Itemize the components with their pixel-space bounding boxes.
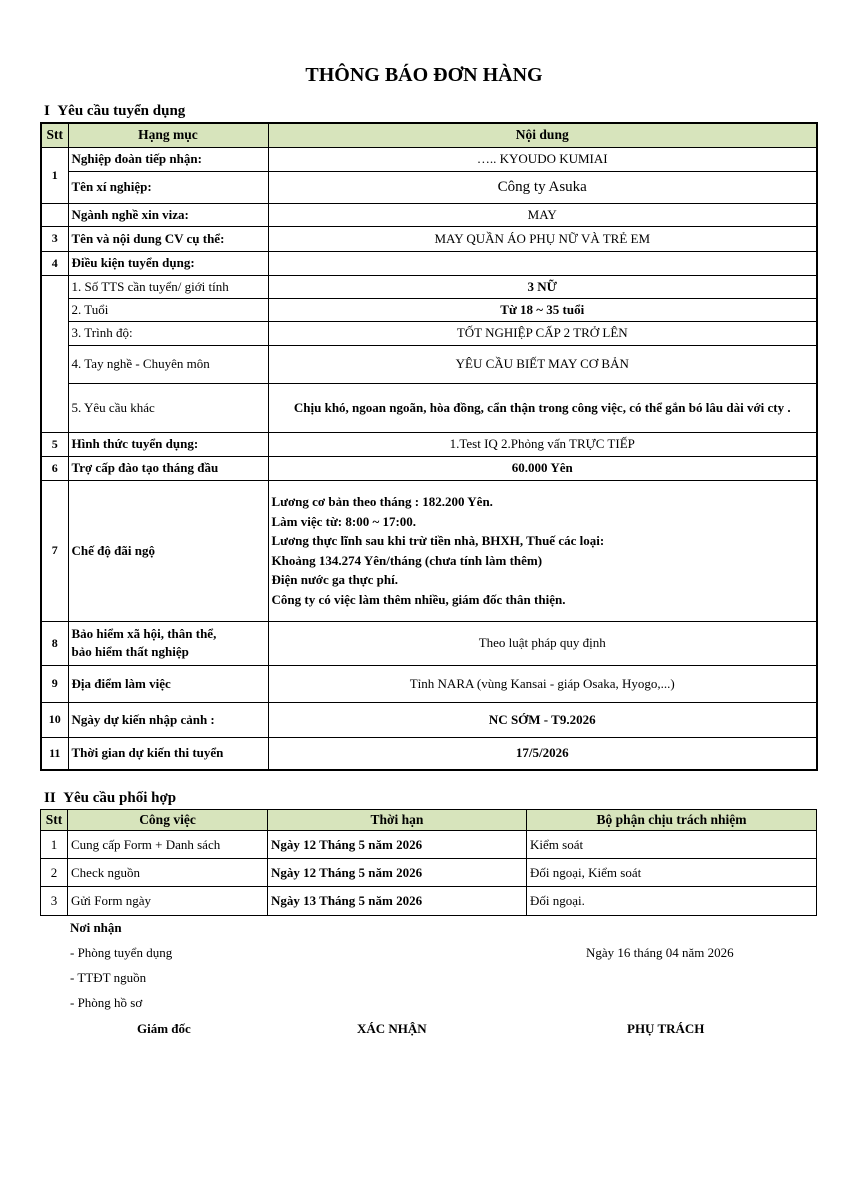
row-value: 3 NỮ <box>268 275 817 298</box>
row-label: Chế độ đãi ngộ <box>68 480 268 621</box>
signature-in-charge: PHỤ TRÁCH <box>627 1021 705 1036</box>
row-stt: 7 <box>41 480 68 621</box>
table-row <box>41 831 817 859</box>
table-row <box>41 298 817 321</box>
table-row <box>41 702 817 737</box>
row-label: 3. Trình độ: <box>68 321 268 345</box>
benefit-line: Điện nước ga thực phí. <box>271 572 398 587</box>
recipient-item: - Phòng tuyển dụng <box>70 945 173 960</box>
row-label-line: bảo hiểm thất nghiệp <box>71 644 189 659</box>
row-value <box>268 251 817 275</box>
row-stt: 1 <box>41 147 68 203</box>
table-row <box>41 383 817 432</box>
row-label: Trợ cấp đào tạo tháng đầu <box>68 456 268 480</box>
signature-director: Giám đốc <box>137 1021 191 1036</box>
row-label: Tên và nội dung CV cụ thể: <box>68 226 268 251</box>
table-row <box>41 621 817 665</box>
row-dept: Kiểm soát <box>527 831 817 859</box>
header-dept: Bộ phận chịu trách nhiệm <box>527 810 817 831</box>
row-value: YÊU CẦU BIẾT MAY CƠ BẢN <box>268 345 817 383</box>
row-label: Ngành nghề xin viza: <box>68 203 268 226</box>
row-stt: 6 <box>41 456 68 480</box>
section-2-heading <box>44 790 176 807</box>
row-stt: 4 <box>41 251 68 275</box>
row-value: ….. KYOUDO KUMIAI <box>268 147 817 171</box>
recipient-item: - TTĐT nguồn <box>70 970 147 985</box>
table-header-row <box>41 810 817 831</box>
header-item: Hạng mục <box>68 123 268 147</box>
row-dept: Đối ngoại. <box>527 887 817 916</box>
row-stt: 10 <box>41 702 68 737</box>
header-content: Nội dung <box>268 123 817 147</box>
row-label: Điều kiện tuyển dụng: <box>68 251 268 275</box>
row-value: Công ty Asuka <box>268 171 817 203</box>
row-label: Tên xí nghiệp: <box>68 171 268 203</box>
row-stt: 8 <box>41 621 68 665</box>
row-value: TỐT NGHIỆP CẤP 2 TRỞ LÊN <box>268 321 817 345</box>
row-value: Tỉnh NARA (vùng Kansai - giáp Osaka, Hyogo,...) <box>268 665 817 702</box>
section-2-roman: II <box>44 790 56 806</box>
benefit-line: Công ty có việc làm thêm nhiều, giám đốc thân thiện. <box>271 591 566 607</box>
row-label: 5. Yêu cầu khác <box>68 383 268 432</box>
row-value: NC SỚM - T9.2026 <box>268 702 817 737</box>
table-header-row <box>41 123 817 147</box>
recruitment-table <box>40 122 818 771</box>
row-label: Ngày dự kiến nhập cảnh : <box>68 702 268 737</box>
table-row <box>41 480 817 621</box>
table-row <box>41 456 817 480</box>
header-deadline: Thời hạn <box>268 810 527 831</box>
table-row <box>41 665 817 702</box>
row-stt: 3 <box>41 226 68 251</box>
row-value: Chịu khó, ngoan ngoãn, hòa đồng, cẩn thận trong công việc, có thể gắn bó lâu dài với cty . <box>268 383 817 432</box>
row-stt: 5 <box>41 432 68 456</box>
row-stt: 1 <box>41 831 68 859</box>
row-label: Địa điểm làm việc <box>68 665 268 702</box>
table-row <box>41 275 817 298</box>
table-row <box>41 226 817 251</box>
row-label <box>68 621 268 665</box>
benefits-cell <box>268 480 817 621</box>
benefit-line: Làm việc từ: 8:00 ~ 17:00. <box>271 513 417 529</box>
header-stt: Stt <box>41 810 68 831</box>
document-date: Ngày 16 tháng 04 năm 2026 <box>586 945 734 960</box>
row-task: Gửi Form ngày <box>68 887 268 916</box>
recipient-item: - Phòng hồ sơ <box>70 995 143 1010</box>
row-deadline: Ngày 12 Tháng 5 năm 2026 <box>268 859 527 887</box>
benefit-line: Khoảng 134.274 Yên/tháng (chưa tính làm thêm) <box>271 552 543 568</box>
row-value: 17/5/2026 <box>268 737 817 770</box>
row-deadline: Ngày 13 Tháng 5 năm 2026 <box>268 887 527 916</box>
row-stt <box>41 275 68 432</box>
row-label: Hình thức tuyển dụng: <box>68 432 268 456</box>
table-row <box>41 345 817 383</box>
row-value: Từ 18 ~ 35 tuổi <box>268 298 817 321</box>
row-label: 2. Tuổi <box>68 298 268 321</box>
header-stt: Stt <box>41 123 68 147</box>
row-value: 60.000 Yên <box>268 456 817 480</box>
recipients-label: Nơi nhận <box>70 920 122 935</box>
benefit-line: Lương thực lĩnh sau khi trừ tiền nhà, BHXH, Thuế các loại: <box>271 533 605 548</box>
table-row <box>41 432 817 456</box>
table-row <box>41 321 817 345</box>
row-dept: Đối ngoại, Kiểm soát <box>527 859 817 887</box>
row-label: 1. Số TTS cần tuyển/ giới tính <box>68 275 268 298</box>
section-2-title: Yêu cầu phối hợp <box>63 790 177 806</box>
table-row <box>41 859 817 887</box>
table-row <box>41 251 817 275</box>
row-task: Cung cấp Form + Danh sách <box>68 831 268 859</box>
coordination-table <box>40 809 817 916</box>
table-row <box>41 147 817 171</box>
signature-confirm: XÁC NHẬN <box>357 1021 427 1036</box>
row-label-line: Bảo hiểm xã hội, thân thể, <box>71 626 217 641</box>
row-value: 1.Test IQ 2.Phỏng vấn TRỰC TIẾP <box>268 432 817 456</box>
section-1-heading <box>44 103 185 120</box>
row-stt: 2 <box>41 859 68 887</box>
row-stt: 11 <box>41 737 68 770</box>
table-row <box>41 887 817 916</box>
table-row <box>41 737 817 770</box>
row-label: Thời gian dự kiến thi tuyển <box>68 737 268 770</box>
row-stt <box>41 203 68 226</box>
row-deadline: Ngày 12 Tháng 5 năm 2026 <box>268 831 527 859</box>
table-row <box>41 203 817 226</box>
row-stt: 9 <box>41 665 68 702</box>
row-stt: 3 <box>41 887 68 916</box>
row-value: MAY <box>268 203 817 226</box>
row-value: Theo luật pháp quy định <box>268 621 817 665</box>
row-task: Check nguồn <box>68 859 268 887</box>
header-task: Công việc <box>68 810 268 831</box>
page-title: THÔNG BÁO ĐƠN HÀNG <box>305 64 543 86</box>
row-value: MAY QUẦN ÁO PHỤ NỮ VÀ TRẺ EM <box>268 226 817 251</box>
section-1-roman: I <box>44 103 50 119</box>
benefit-line: Lương cơ bản theo tháng : 182.200 Yên. <box>271 494 493 509</box>
section-1-title: Yêu cầu tuyển dụng <box>57 103 186 119</box>
table-row <box>41 171 817 203</box>
row-label: Nghiệp đoàn tiếp nhận: <box>68 147 268 171</box>
row-label: 4. Tay nghề - Chuyên môn <box>68 345 268 383</box>
